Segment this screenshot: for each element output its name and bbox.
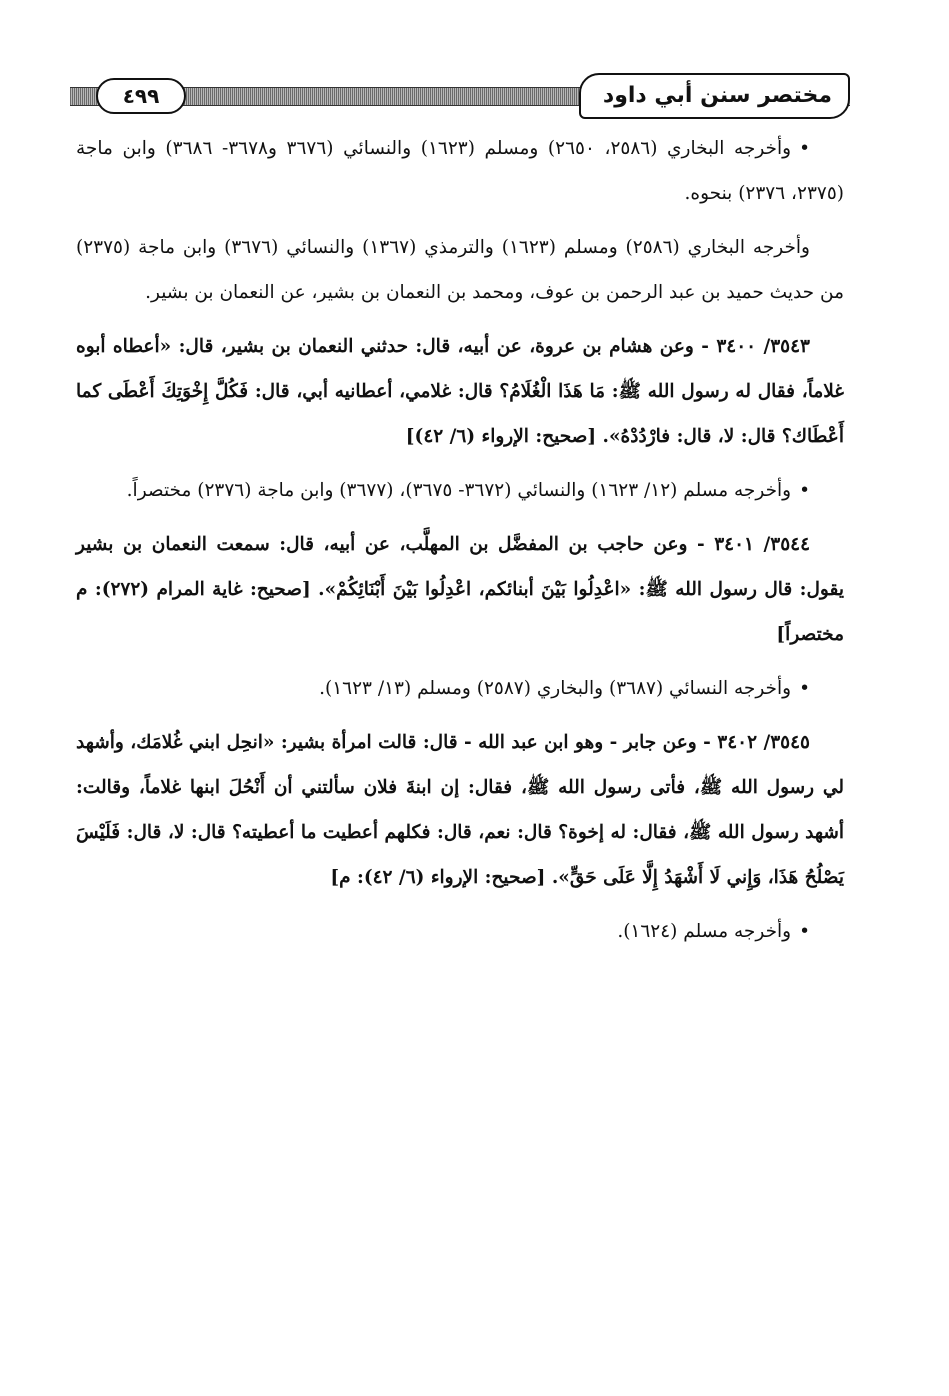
hadith-number: ٣٥٤٣/ ٣٤٠٠ -	[701, 336, 810, 357]
hadith-text: وعن جابر - وهو ابن عبد الله - قال: قالت امرأة بشير: «انحِل ابني غُلامَك، وأشهد لي رسول الله ﷺ، فأتى رسول الله ﷺ، فقال: إن ابنةَ فلان سألتني أن أَنْحُلَ ابنها غلاماً، وقالت: أشهد رسول الله ﷺ، فقال: له إخوة؟ قال: نعم، قال: فكلهم أعطيت ما أعطيته؟ قال: لا، قال: فَلَيْسَ يَصْلُحُ هَذَا، وَإِني لَا أَشْهَدُ إِلَّا عَلَى حَقٍّ». [صحيح: الإرواء (٦/ ٤٢): م]	[76, 732, 844, 888]
takhrij-note	[76, 666, 844, 711]
takhrij-text: وأخرجه النسائي (٣٦٨٧) والبخاري (٢٥٨٧) ومسلم (١٣/ ١٦٢٣).	[319, 678, 792, 699]
hadith-entry	[76, 720, 844, 900]
page-content	[76, 126, 844, 963]
hadith-number: ٣٥٤٤/ ٣٤٠١ -	[697, 534, 811, 555]
bullet-icon: •	[799, 921, 810, 942]
takhrij-note	[76, 909, 844, 954]
book-title: مختصر سنن أبي داود	[579, 73, 850, 119]
hadith-text: وعن حاجب بن المفضَّل بن المهلَّب، عن أبيه، قال: سمعت النعمان بن بشير يقول: قال رسول الله ﷺ: «اعْدِلُوا بَيْنَ أبنائكم، اعْدِلُوا بَيْنَ أَبْنَائِكُمْ». [صحيح: غاية المرام (٢٧٢): م مختصراً]	[76, 534, 844, 645]
hadith-entry	[76, 522, 844, 657]
page-header	[70, 70, 850, 120]
takhrij-text: وأخرجه مسلم (١٢/ ١٦٢٣) والنسائي (٣٦٧٢- ٣٦٧٥)، (٣٦٧٧) وابن ماجة (٢٣٧٦) مختصراً.	[126, 480, 792, 501]
hadith-text: وعن هشام بن عروة، عن أبيه، قال: حدثني النعمان بن بشير، قال: «أعطاه أبوه غلاماً، فقال له رسول الله ﷺ: مَا هَذَا الْغُلَامُ؟ قال: غلامي، أعطانيه أبي، قال: فَكُلَّ إِخْوَتِكَ أَعْطَى كما أَعْطَاك؟ قال: لا، قال: فارْدُدْهُ». [صحيح: الإرواء (٦/ ٤٢)]	[76, 336, 844, 447]
bullet-icon: •	[799, 678, 810, 699]
takhrij-paragraph	[76, 225, 844, 315]
bullet-icon: •	[799, 480, 810, 501]
takhrij-text: وأخرجه البخاري (٢٥٨٦، ٢٦٥٠) ومسلم (١٦٢٣) والنسائي (٣٦٧٦ و٣٦٧٨- ٣٦٨٦) وابن ماجة (٢٣٧٥، ٢٣٧٦) بنحوه.	[76, 138, 844, 204]
takhrij-text: وأخرجه مسلم (١٦٢٤).	[617, 921, 792, 942]
takhrij-text: وأخرجه البخاري (٢٥٨٦) ومسلم (١٦٢٣) والترمذي (١٣٦٧) والنسائي (٣٦٧٦) وابن ماجة (٢٣٧٥) من حديث حميد بن عبد الرحمن بن عوف، ومحمد بن النعمان بن بشير، عن النعمان بن بشير.	[76, 237, 844, 303]
bullet-icon: •	[799, 138, 810, 159]
page-number: ٤٩٩	[96, 78, 186, 114]
takhrij-note	[76, 126, 844, 216]
takhrij-note	[76, 468, 844, 513]
hadith-number: ٣٥٤٥/ ٣٤٠٢ -	[703, 732, 810, 753]
hadith-entry	[76, 324, 844, 459]
